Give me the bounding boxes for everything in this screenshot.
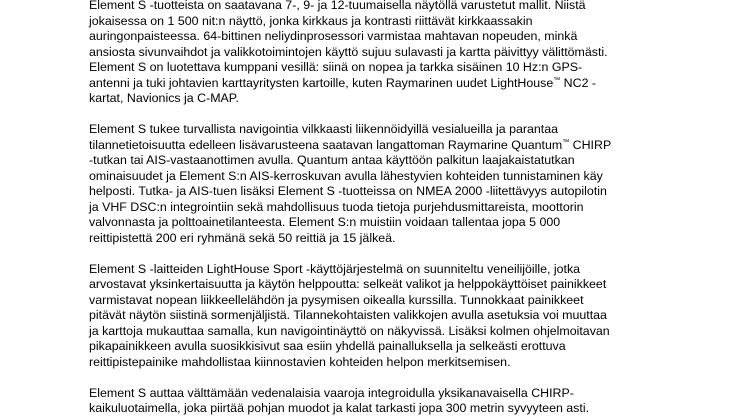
text-line: Element S on luotettava kumppani vesillä: siinä on nopea ja tarkka sisäinen 10 Hz:n GPS-	[89, 60, 583, 74]
text-line: pitävät näytön siistinä sormenjäljistä. Tilannekohtaisten valikkojen avulla asetuksia voi muuttaa	[89, 308, 607, 322]
text-line: kaikuluotaimella, joka piirtää pohjan muodot ja kalat tarkasti jopa 300 metrin syvyyteen asti.	[89, 401, 590, 415]
text-line: ja VHF DSC:n integrointiin sekä mahdollisuus tuoda tietoja purjehdusmittareista, moottorin	[89, 199, 584, 214]
trademark-symbol: ™	[553, 76, 561, 84]
text-line: Element S tukee turvallista navigointia vilkkaasti liikennöidyillä vesialueilla ja parantaa	[89, 122, 559, 136]
text-segment: CHIRP	[569, 137, 612, 152]
paragraph-lighthouse-sport	[89, 262, 689, 371]
text-line: reittipistepainike mahdollistaa kiinnostavien kohteiden helpon merkitsemisen.	[89, 354, 511, 369]
text-line	[89, 76, 689, 92]
paragraph-chirp-sonar	[89, 386, 689, 417]
document-body	[89, 0, 689, 419]
text-line: ominaisuudet ja Element S:n AIS-kerroskuvan avulla lähestyvien kohteiden tunnistaminen käy	[89, 168, 603, 183]
text-line: kartat, Navionics ja C-MAP.	[89, 91, 239, 105]
text-line: Element S -tuotteista on saatavana 7-, 9- ja 12-tuumaisella näytöllä varustetut mallit. Niistä	[89, 0, 586, 12]
text-line: auringonpaisteessa. 64-bittinen neliydinprosessori varmistaa mahtavan nopeuden, minkä	[89, 29, 578, 43]
text-line: Element S -laitteiden LightHouse Sport -käyttöjärjestelmä on suunniteltu veneilijöille, jotka	[89, 261, 581, 276]
text-line: ansiosta sivunvaihdot ja valikkotoimintojen käyttö sujuu sulavasti ja kartta päivittyy välittömästi.	[89, 44, 608, 59]
text-segment: antenni ja tuki johtavien karttayritysten kartoille, kuten Raymarinen uudet LightHouse	[89, 75, 554, 90]
text-line: Element S auttaa välttämään vedenalaisia vaaroja integroidulla yksikanavaisella CHIRP-	[89, 385, 574, 400]
paragraph-display-models	[89, 0, 689, 107]
text-line: -tutkan tai AIS-vastaanottimen avulla. Quantum antaa käyttöön palkitun laajakaistatutkan	[89, 153, 575, 167]
text-line: ja karttoja mukauttaa samalla, kun navigointinäyttö on näkyvissä. Lisäksi kolmen ohjelmoitavan	[89, 323, 610, 338]
text-line: varmistavat nopean liikkeellelähdön ja pysymisen oikealla kurssilla. Tunnokkaat painikkeet	[89, 292, 584, 307]
text-line: helposti. Tutka- ja AIS-tuen lisäksi Element S -tuotteissa on NMEA 2000 -liitettävyys autopilotin	[89, 184, 607, 198]
paragraph-navigation-radar	[89, 122, 689, 246]
text-segment: NC2 -	[560, 75, 597, 90]
trademark-symbol: ™	[562, 138, 570, 146]
text-line: jokaisessa on 1 500 nit:n näyttö, jonka kirkkaus ja kontrasti riittävät kirkkaassakin	[89, 13, 533, 28]
text-line: arvostavat yksinkertaisuutta ja käytön helppoutta: selkeät valikot ja helppokäyttöiset painikkeet	[89, 277, 607, 291]
text-line	[89, 138, 689, 154]
text-line: reittipistettä 200 eri ryhmänä sekä 50 reittiä ja 15 jälkeä.	[89, 230, 396, 245]
text-line: pikapainikkeen avulla suosikkisivut saa esiin yhdellä painalluksella ja selkeästi erottuva	[89, 339, 566, 353]
text-line: valvonnasta ja polttoainetilanteesta. Element S:n muistiin voidaan tallentaa jopa 5 000	[89, 215, 561, 229]
text-segment: tilannetietoisuutta edelleen lisävarusteena saatavan langattoman Raymarine Quantum	[89, 137, 563, 152]
